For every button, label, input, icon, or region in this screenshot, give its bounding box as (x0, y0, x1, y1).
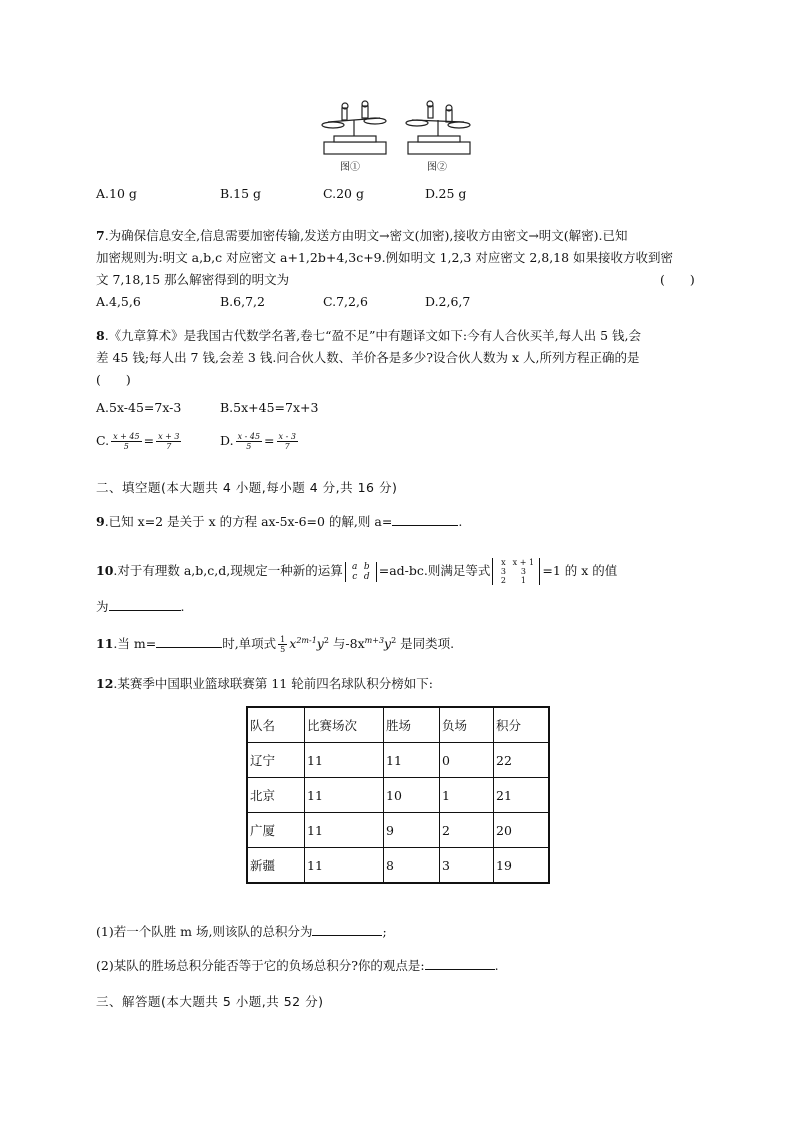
table-cell: 1 (440, 778, 494, 813)
q10-determinant-definition: a b c d (345, 562, 377, 582)
q11-number: 11 (96, 636, 114, 651)
table-cell: 21 (494, 778, 550, 813)
table-cell: 11 (305, 848, 384, 884)
q7-line-3: 文 7,18,15 那么解密得到的明文为 (96, 272, 290, 287)
table-cell: 0 (440, 743, 494, 778)
q6-option-b: B.15 g (220, 186, 262, 201)
q8-option-d-label: D. (220, 433, 234, 448)
q8-text-1: .《九章算术》是我国古代数学名著,卷七“盈不足”中有题译文如下:今有人合伙买羊,每人出 5 钱,会 (104, 328, 641, 343)
q12-line (96, 674, 433, 692)
q10-answer-blank[interactable] (109, 598, 181, 611)
table-cell: 北京 (247, 778, 305, 813)
q8-option-d-frac-2: $\frac{x - 3}{7}$ (278, 432, 296, 451)
q8-option-c-frac-1: $\frac{x + 45}{5}$ (113, 432, 140, 451)
q8-number: 8 (96, 328, 105, 343)
q12-number: 12 (96, 676, 114, 691)
table-cell: 3 (440, 848, 494, 884)
q8-line-1 (96, 326, 641, 344)
table-header-cell: 胜场 (384, 707, 440, 743)
table-cell: 新疆 (247, 848, 305, 884)
q11-line: 11.当 m= 时,单项式 $\frac{1}{5}$ $x^{2m-1}y^2$ 与$-8x^{m+3}y^2$ 是同类项. (96, 635, 455, 654)
table-cell: 9 (384, 813, 440, 848)
table-cell: 11 (305, 813, 384, 848)
q8-option-c-frac-2: $\frac{x + 3}{7}$ (158, 432, 180, 451)
q7-option-d: D.2,6,7 (425, 294, 471, 309)
q6-option-a: A.10 g (96, 186, 137, 201)
balance-scale-figures (316, 100, 486, 160)
q8-option-b: B.5x+45=7x+3 (220, 400, 319, 415)
standings-table (246, 706, 550, 884)
table-row (247, 778, 549, 813)
table-row (247, 848, 549, 884)
q9-answer-blank[interactable] (392, 513, 458, 526)
q7-number: 7 (96, 228, 105, 243)
q7-answer-paren: ( ) (660, 272, 695, 287)
q10-text-1: .对于有理数 a,b,c,d,现规定一种新的运算 (113, 563, 343, 578)
balance-scale-2 (406, 101, 470, 154)
table-row (247, 813, 549, 848)
table-header-cell: 积分 (494, 707, 550, 743)
table-cell: 辽宁 (247, 743, 305, 778)
q9-number: 9 (96, 514, 105, 529)
table-header-cell: 队名 (247, 707, 305, 743)
table-header-cell: 负场 (440, 707, 494, 743)
q10-text-2: =ad-bc.则满足等式 (378, 563, 491, 578)
q10-line-1 (96, 558, 617, 585)
q9-line: 9.已知 x=2 是关于 x 的方程 ax-5x-6=0 的解,则 a= . (96, 514, 463, 529)
table-cell: 广厦 (247, 813, 305, 848)
table-cell: 11 (305, 778, 384, 813)
section-3-title: 三、解答题(本大题共 5 小题,共 52 分) (96, 994, 324, 1009)
q7-option-a: A.4,5,6 (96, 294, 141, 309)
q6-option-c: C.20 g (323, 186, 364, 201)
q12-sub-1: (1)若一个队胜 m 场,则该队的总积分为 ; (96, 924, 387, 939)
q10-number: 10 (96, 563, 114, 578)
table-cell: 11 (384, 743, 440, 778)
q7-text-1: .为确保信息安全,信息需要加密传输,发送方由明文→密文(加密),接收方由密文→明文(解密).已知 (104, 228, 628, 243)
table-cell: 19 (494, 848, 550, 884)
table-cell: 11 (305, 743, 384, 778)
table-cell: 22 (494, 743, 550, 778)
section-2-title: 二、填空题(本大题共 4 小题,每小题 4 分,共 16 分) (96, 480, 398, 495)
figure-1-caption: 图① (340, 162, 360, 173)
q7-line-2: 加密规则为:明文 a,b,c 对应密文 a+1,2b+4,3c+9.例如明文 1,2,3 对应密文 2,8,18 如果接收方收到密 (96, 250, 674, 265)
table-row (247, 743, 549, 778)
q10-determinant-equation: x x + 1 3 3 2 1 (492, 558, 540, 585)
q12-sub1-answer-blank[interactable] (312, 923, 382, 936)
balance-scale-1 (322, 101, 386, 154)
table-cell: 10 (384, 778, 440, 813)
table-header-cell: 比赛场次 (305, 707, 384, 743)
q7-option-b: B.6,7,2 (220, 294, 265, 309)
table-cell: 8 (384, 848, 440, 884)
q8-option-a: A.5x-45=7x-3 (96, 400, 182, 415)
table-header-row (247, 707, 549, 743)
q7-line-1 (96, 226, 628, 244)
q8-option-d: D. $\frac{x - 45}{5}$ = $\frac{x - 3}{7}$ (220, 432, 296, 451)
q12-sub2-answer-blank[interactable] (425, 957, 495, 970)
figure-2-caption: 图② (427, 162, 447, 173)
q8-option-c: C. $\frac{x + 45}{5}$ = $\frac{x + 3}{7}$ (96, 432, 180, 451)
q11-fraction: $\frac{1}{5}$ (280, 635, 286, 654)
q12-sub-2: (2)某队的胜场总积分能否等于它的负场总积分?你的观点是: . (96, 958, 499, 973)
q11-answer-blank[interactable] (156, 635, 222, 648)
q8-answer-paren: ( ) (96, 372, 131, 387)
table-cell: 20 (494, 813, 550, 848)
q8-line-2: 差 45 钱;每人出 7 钱,会差 3 钱.问合伙人数、羊价各是多少?设合伙人数为 x 人,所列方程正确的是 (96, 350, 640, 365)
q12-text: .某赛季中国职业篮球联赛第 11 轮前四名球队积分榜如下: (113, 676, 433, 691)
q10-line-2: 为 . (96, 599, 185, 614)
q9-text: .已知 x=2 是关于 x 的方程 ax-5x-6=0 的解,则 a= (104, 514, 393, 529)
q7-option-c: C.7,2,6 (323, 294, 368, 309)
q8-option-c-label: C. (96, 433, 110, 448)
q8-option-d-frac-1: $\frac{x - 45}{5}$ (237, 432, 261, 451)
table-cell: 2 (440, 813, 494, 848)
q10-text-3: =1 的 x 的值 (542, 563, 618, 578)
q6-option-d: D.25 g (425, 186, 467, 201)
